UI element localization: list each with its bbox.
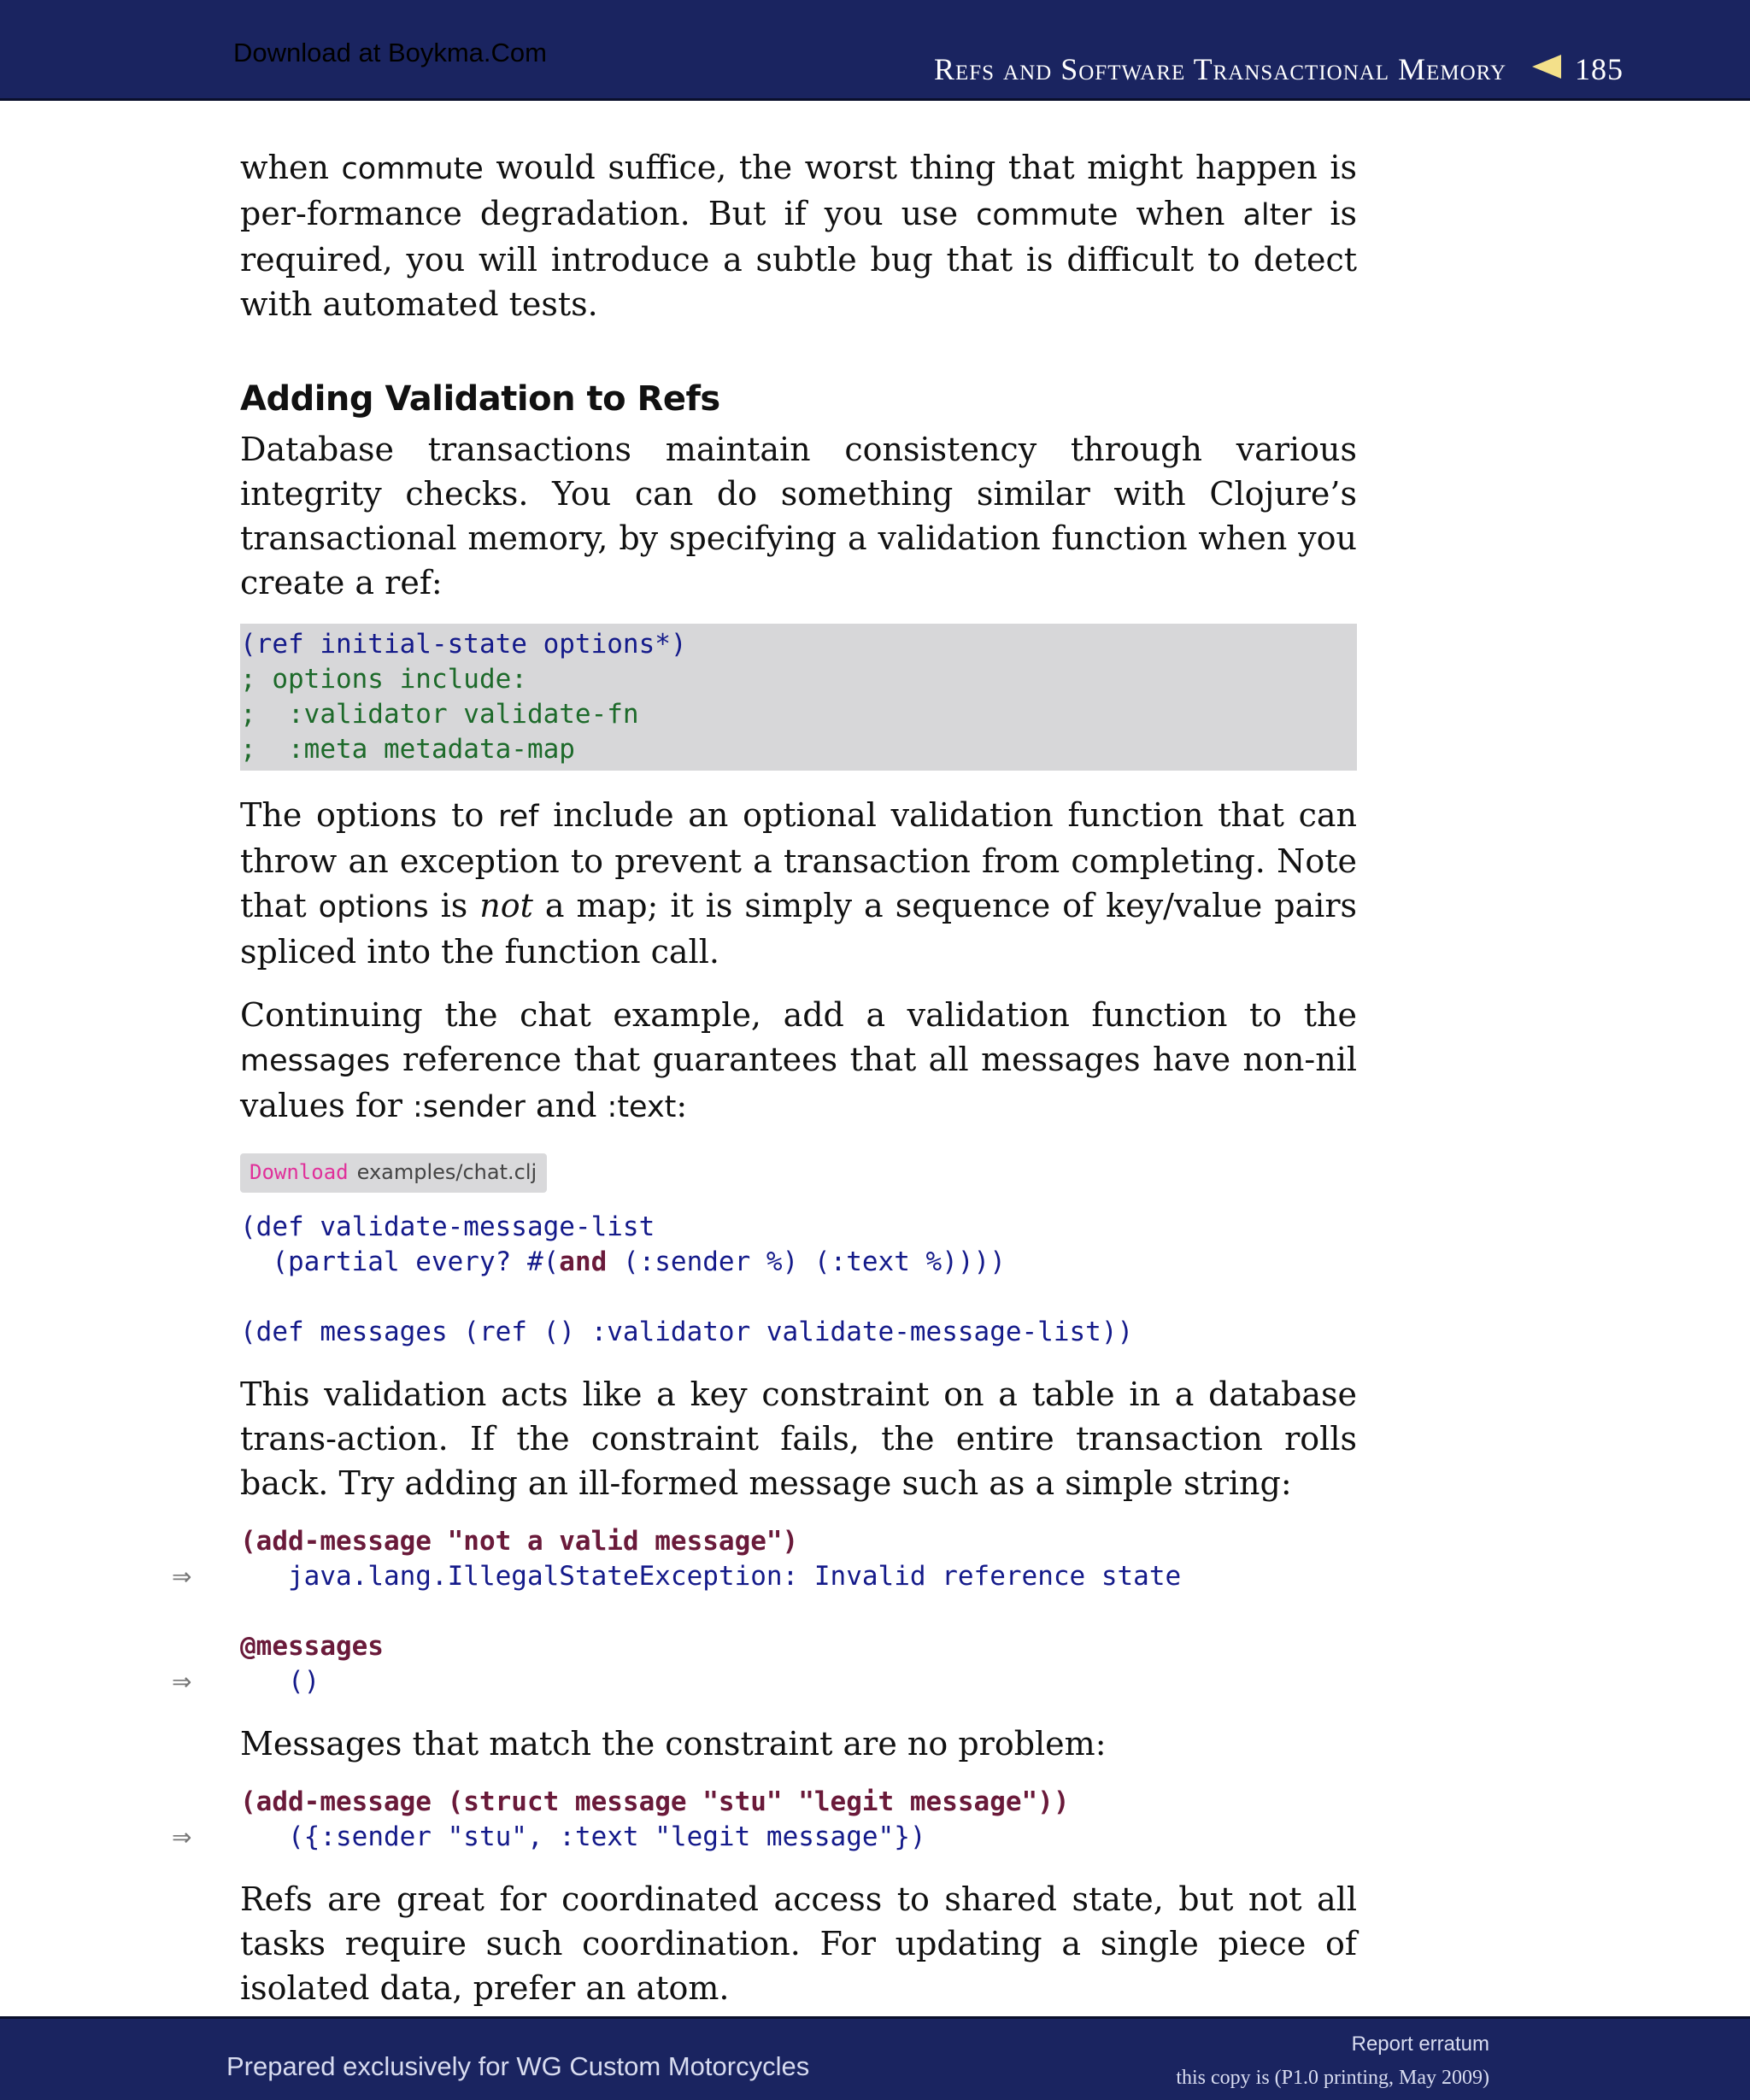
code-comment-line: ; :meta metadata-map bbox=[240, 734, 575, 765]
valid-message-repl bbox=[172, 1785, 1357, 1855]
result-arrow-icon: ⇒ bbox=[172, 1563, 192, 1591]
source-file-path[interactable]: examples/chat.clj bbox=[356, 1160, 537, 1184]
code-line: (ref initial-state options*) bbox=[240, 629, 687, 660]
repl-result: java.lang.IllegalStateException: Invalid reference state bbox=[288, 1561, 1182, 1592]
page-number: 185 bbox=[1575, 52, 1624, 86]
inline-code-commute: commute bbox=[341, 152, 484, 186]
paragraph-chat-example: Continuing the chat example, add a validation function to the messages reference that guarantees that all messages have non-nil values for :sender and :text: bbox=[240, 996, 1357, 1124]
inline-code-sender: :sender bbox=[413, 1090, 526, 1124]
inline-code-commute: commute bbox=[976, 198, 1119, 232]
code-line: (def validate-message-list bbox=[240, 1211, 655, 1242]
footer-bar bbox=[0, 2016, 1750, 2100]
inline-code-options: options bbox=[318, 890, 429, 924]
result-arrow-icon: ⇒ bbox=[172, 1823, 192, 1851]
inline-code-text: :text bbox=[607, 1090, 677, 1124]
download-label[interactable]: Download bbox=[250, 1160, 349, 1184]
chapter-title: Refs and Software Transactional Memory bbox=[933, 52, 1506, 86]
prepared-for-note: Prepared exclusively for WG Custom Motorcycles bbox=[226, 2051, 810, 2081]
download-site-link[interactable]: Download at Boykma.Com bbox=[233, 38, 547, 67]
code-comment-line: ; options include: bbox=[240, 664, 527, 695]
repl-input: @messages bbox=[240, 1631, 384, 1662]
report-erratum-link[interactable]: Report erratum bbox=[1351, 2033, 1489, 2056]
ref-syntax-code-block bbox=[240, 624, 1357, 771]
code-line: (def messages (ref () :validator validate-message-list)) bbox=[240, 1317, 1134, 1347]
paragraph-atoms: Refs are great for coordinated access to shared state, but not all tasks require such coordination. For updating a single piece of isolated data, prefer an atom. bbox=[240, 1880, 1357, 2007]
previous-page-arrow-icon[interactable] bbox=[1532, 55, 1561, 79]
paragraph-options: The options to ref include an optional validation function that can throw an exception to prevent a transaction from completing. Note that options is not a map; it is simply a sequence of key/value pairs spliced into the function call. bbox=[240, 796, 1357, 971]
repl-input: (add-message (struct message "stu" "legit message")) bbox=[240, 1786, 1070, 1817]
repl-input: (add-message "not a valid message") bbox=[240, 1526, 799, 1557]
paragraph-constraint: This validation acts like a key constraint on a table in a database trans-action. If the constraint fails, the entire transaction rolls back. Try adding an ill-formed message such as a simple string: bbox=[240, 1376, 1357, 1502]
code-line: (partial every? #(and (:sender %) (:text %)))) bbox=[240, 1247, 1006, 1277]
paragraph-validation-intro: Database transactions maintain consistency through various integrity checks. You can do something similar with Clojure’s transactional memory, by specifying a validation function when you create a ref: bbox=[240, 431, 1357, 601]
invalid-message-repl bbox=[172, 1524, 1357, 1699]
repl-result: ({:sender "stu", :text "legit message"}) bbox=[288, 1821, 926, 1852]
repl-result: () bbox=[288, 1666, 320, 1697]
paragraph-commute-note: when commute would suffice, the worst thing that might happen is per-formance degradation. But if you use commute when alter is required, you will introduce a subtle bug that is difficult to detect with automated tests. bbox=[240, 149, 1357, 323]
section-heading: Adding Validation to Refs bbox=[240, 379, 720, 419]
result-arrow-icon: ⇒ bbox=[172, 1668, 192, 1696]
download-source-tag[interactable] bbox=[240, 1153, 547, 1193]
inline-code-alter: alter bbox=[1242, 198, 1312, 232]
inline-code-messages: messages bbox=[240, 1044, 391, 1078]
inline-code-ref: ref bbox=[498, 800, 539, 834]
code-comment-line: ; :validator validate-fn bbox=[240, 699, 639, 730]
paragraph-valid-messages: Messages that match the constraint are no problem: bbox=[240, 1725, 1107, 1763]
validate-message-code bbox=[240, 1210, 1357, 1350]
page-content bbox=[172, 145, 1357, 2029]
running-head bbox=[934, 51, 1624, 87]
printing-info: this copy is (P1.0 printing, May 2009) bbox=[1176, 2067, 1489, 2089]
top-bar bbox=[0, 0, 1750, 101]
emphasis-not: not bbox=[479, 887, 533, 924]
code-keyword-and: and bbox=[559, 1247, 608, 1277]
